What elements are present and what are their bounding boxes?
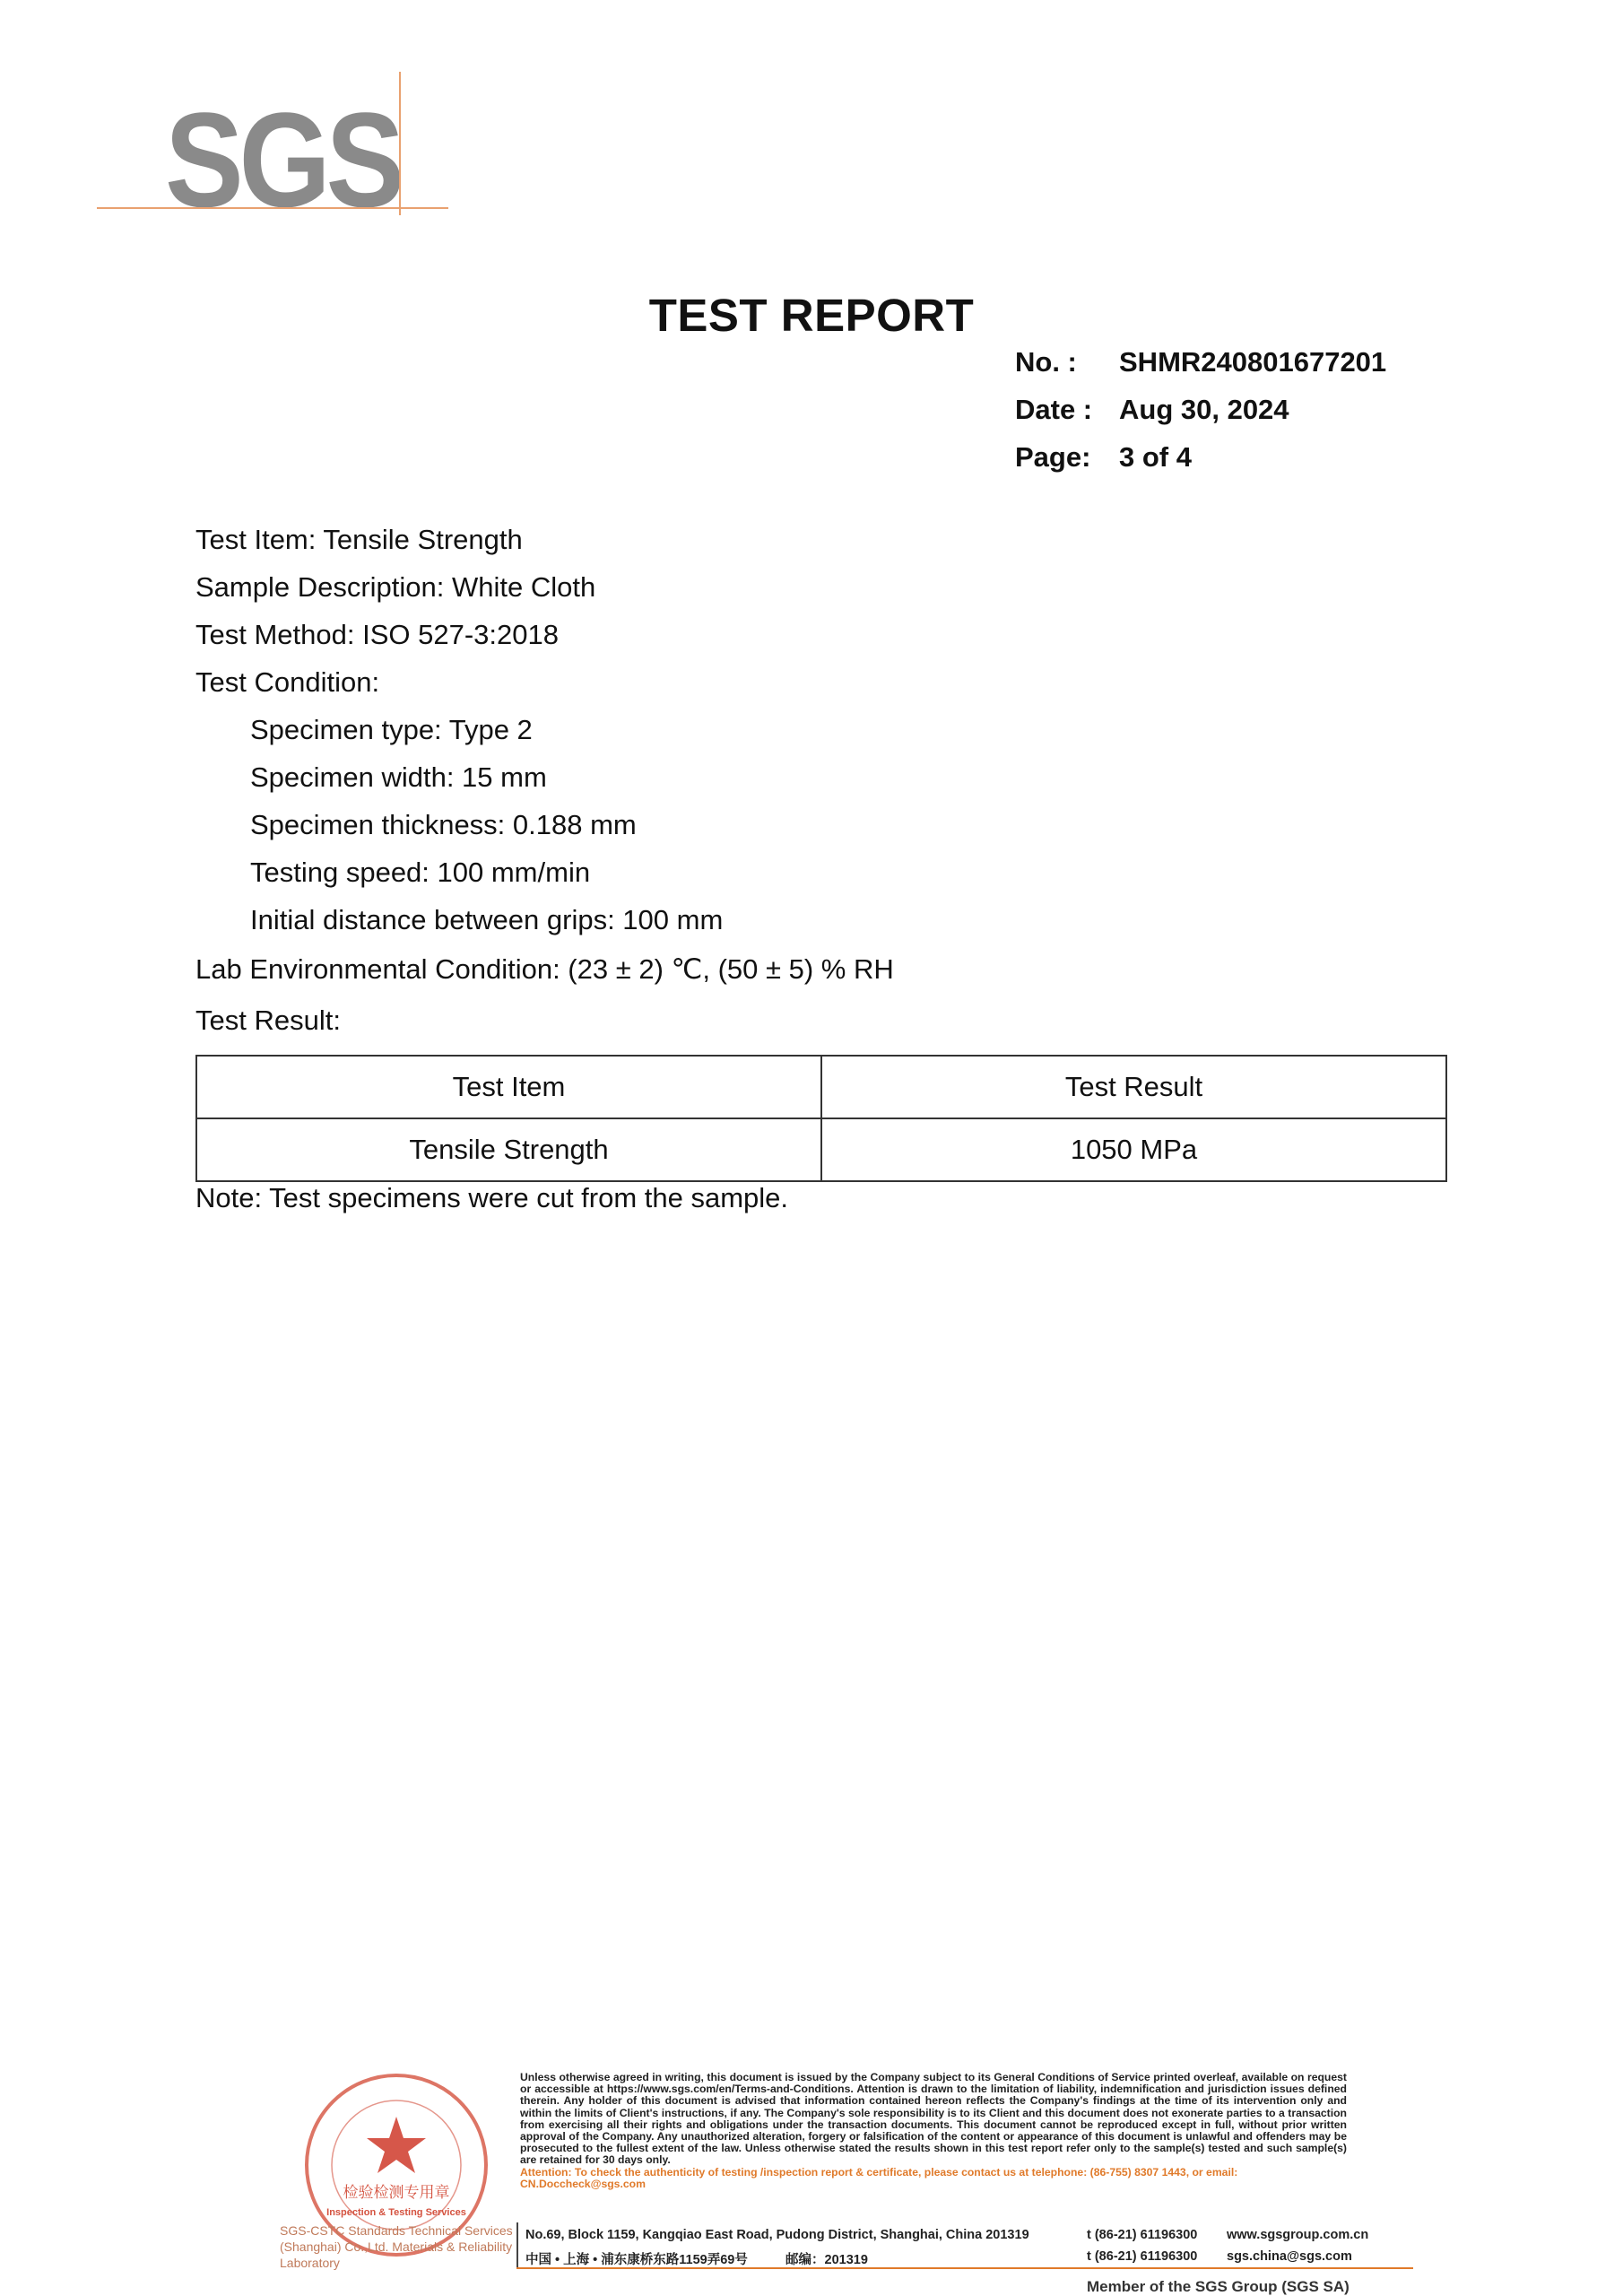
- meta-label: No. :: [1015, 346, 1077, 378]
- report-title: TEST REPORT: [648, 290, 975, 341]
- condition-specimen-type: Specimen type: Type 2: [250, 714, 533, 745]
- attention-text: Attention: To check the authenticity of testing /inspection report & certificate, please contact us at telephone: (86-755) 8307 1443, or email: CN.Doccheck@sgs.com: [520, 2166, 1238, 2191]
- table-header-cell: Test Item: [196, 1056, 821, 1118]
- table-cell: Tensile Strength: [196, 1118, 821, 1181]
- email: sgs.china@sgs.com: [1227, 2249, 1352, 2264]
- stamp-text: 检验检测专用章: [343, 2184, 450, 2202]
- stamp-subtext: Inspection & Testing Services: [326, 2207, 466, 2218]
- address-cn: 中国 • 上海 • 浦东康桥东路1159弄69号: [525, 2253, 748, 2267]
- table-cell: 1050 MPa: [821, 1118, 1446, 1181]
- star-icon: [367, 2117, 426, 2173]
- condition-grip-distance: Initial distance between grips: 100 mm: [250, 904, 724, 935]
- test-item-line: Test Item: Tensile Strength: [195, 524, 523, 555]
- note-line: Note: Test specimens were cut from the sample.: [195, 1182, 789, 1213]
- condition-specimen-thickness: Specimen thickness: 0.188 mm: [250, 809, 637, 840]
- test-method-line: Test Method: ISO 527-3:2018: [195, 619, 559, 650]
- address-en: No.69, Block 1159, Kangqiao East Road, Pudong District, Shanghai, China 201319: [525, 2228, 1029, 2242]
- logo-text: SGS: [165, 84, 401, 215]
- footer-divider: [516, 2222, 518, 2267]
- lab-environment-line: Lab Environmental Condition: (23 ± 2) ℃, (50 ± 5) % RH: [195, 953, 894, 985]
- meta-value: Aug 30, 2024: [1119, 394, 1289, 425]
- table-row: [196, 1118, 1446, 1181]
- meta-label: Date :: [1015, 394, 1093, 425]
- test-result-heading: Test Result:: [195, 1004, 341, 1036]
- table-header-cell: Test Result: [821, 1056, 1446, 1118]
- telephone-2: t (86-21) 61196300: [1087, 2249, 1198, 2264]
- test-condition-heading: Test Condition:: [195, 666, 380, 698]
- website: www.sgsgroup.com.cn: [1227, 2228, 1369, 2242]
- result-table: [195, 1055, 1447, 1182]
- table-header-row: [196, 1056, 1446, 1118]
- meta-report-number: [1015, 346, 1386, 378]
- meta-label: Page:: [1015, 441, 1091, 473]
- meta-date: [1015, 394, 1289, 426]
- telephone-1: t (86-21) 61196300: [1087, 2228, 1198, 2242]
- meta-value: 3 of 4: [1119, 441, 1192, 473]
- postcode-cn: 邮编：201319: [785, 2253, 868, 2267]
- footer-rule: [516, 2267, 1413, 2269]
- disclaimer-text: Unless otherwise agreed in writing, this document is issued by the Company subject to its General Conditions of Service printed overleaf, available on request or accessible at https://www.sgs.com/en/Terms-and-Conditions. Attention is drawn to the limitation of liability, indemnification and jurisdiction issues defined therein. Any holder of this document is advised that information contained hereon reflects the Company's findings at the time of its intervention only and within the limits of Client's instructions, if any. The Company's sole responsibility is to its Client and this document does not exonerate parties to a transaction from exercising all their rights and obligations under the transaction documents. This document cannot be reproduced except in full, without prior written approval of the Company. Any unauthorized alteration, forgery or falsification of the content or appearance of this document is unlawful and offenders may be prosecuted to the fullest extent of the law. Unless otherwise stated the results shown in this test report refer only to the sample(s) tested and such sample(s) are retained for 30 days only.: [520, 2071, 1347, 2167]
- sample-description-line: Sample Description: White Cloth: [195, 571, 596, 603]
- meta-value: SHMR240801677201: [1119, 346, 1387, 378]
- lab-name: SGS-CSTC Standards Technical Services (Shanghai) Co.,Ltd. Materials & Reliability Laboratory: [280, 2223, 513, 2270]
- meta-page: [1015, 441, 1192, 474]
- condition-testing-speed: Testing speed: 100 mm/min: [250, 857, 591, 888]
- member-text: Member of the SGS Group (SGS SA): [1087, 2278, 1350, 2295]
- sgs-logo: [97, 72, 448, 215]
- condition-specimen-width: Specimen width: 15 mm: [250, 761, 547, 793]
